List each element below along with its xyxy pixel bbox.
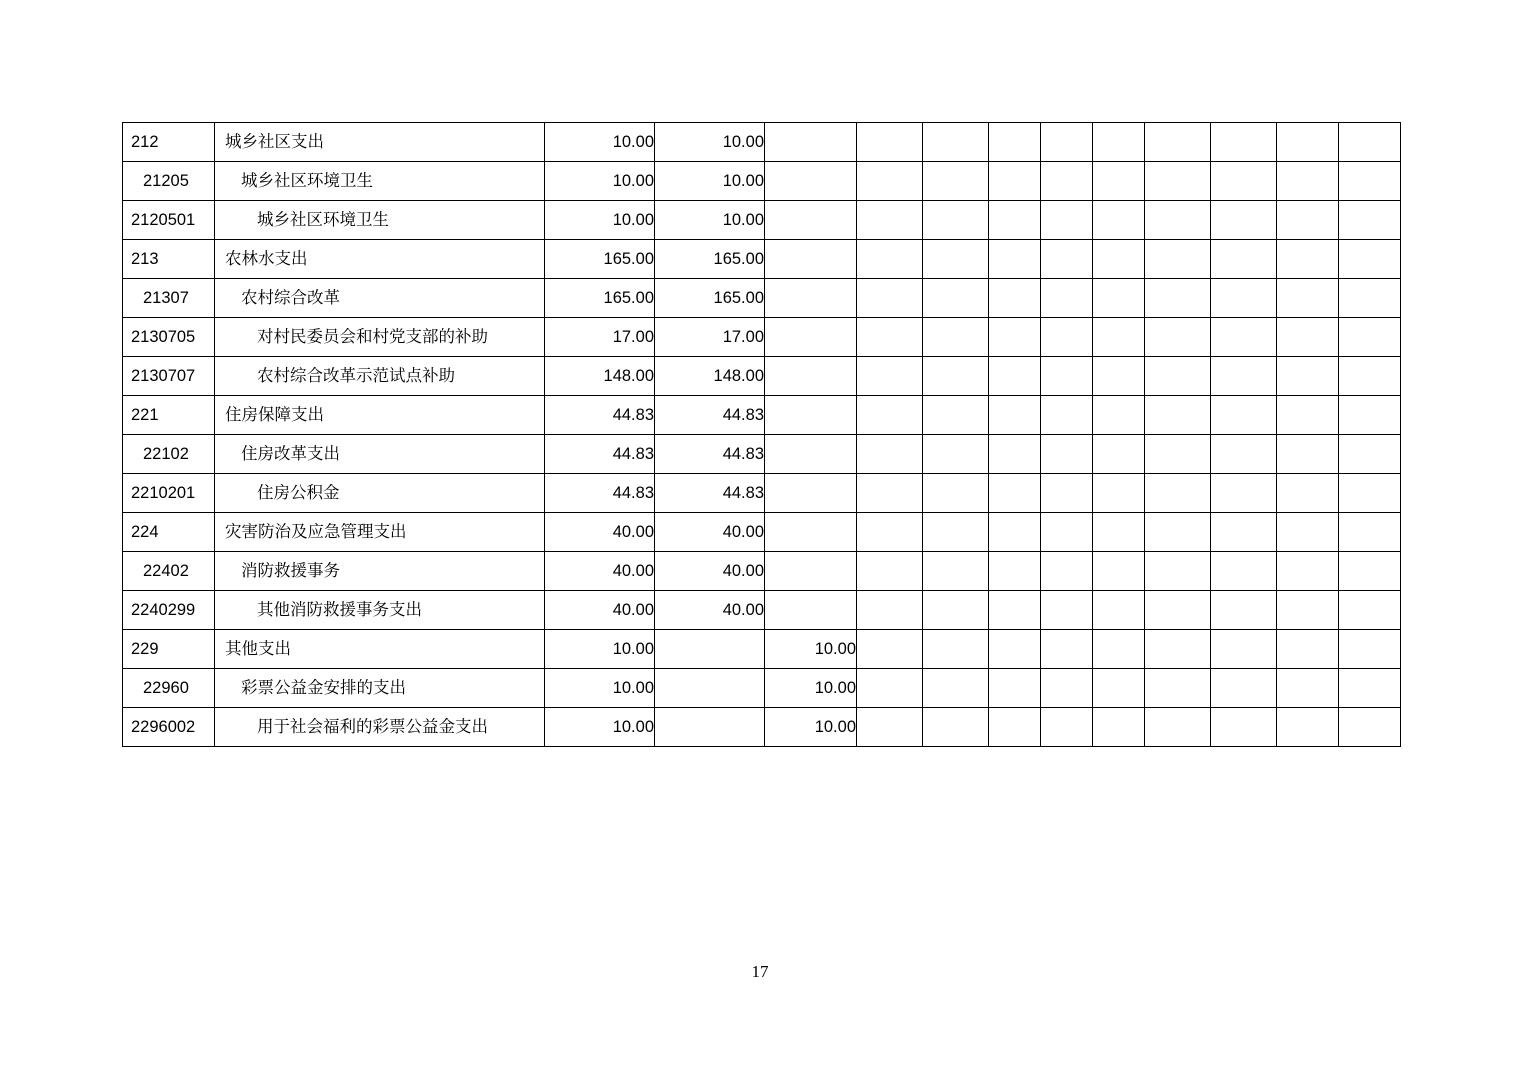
- row-value-empty: [1277, 630, 1339, 669]
- row-value-empty: [1041, 630, 1093, 669]
- row-value: 10.00: [765, 630, 857, 669]
- row-value-empty: [1145, 123, 1211, 162]
- table-row: [123, 318, 1401, 357]
- row-value-empty: [857, 279, 923, 318]
- row-value-empty: [989, 435, 1041, 474]
- row-item-name: 灾害防治及应急管理支出: [215, 513, 545, 552]
- row-value-empty: [1093, 396, 1145, 435]
- row-value-empty: [1093, 669, 1145, 708]
- row-code: 22960: [123, 669, 215, 708]
- row-value-empty: [857, 357, 923, 396]
- row-value-empty: [989, 708, 1041, 747]
- row-value-empty: [1277, 513, 1339, 552]
- table-row: [123, 162, 1401, 201]
- row-value-empty: [1339, 552, 1401, 591]
- row-value-empty: [1093, 630, 1145, 669]
- row-value: 17.00: [655, 318, 765, 357]
- row-item-name: 对村民委员会和村党支部的补助: [215, 318, 545, 357]
- row-value-empty: [857, 591, 923, 630]
- row-value-empty: [1277, 162, 1339, 201]
- row-value-empty: [765, 357, 857, 396]
- row-value-empty: [1211, 513, 1277, 552]
- row-value: 10.00: [545, 669, 655, 708]
- row-value-empty: [1277, 357, 1339, 396]
- row-value-empty: [923, 123, 989, 162]
- row-value: 44.83: [655, 474, 765, 513]
- row-value-empty: [765, 279, 857, 318]
- row-value: 44.83: [545, 396, 655, 435]
- row-value-empty: [1041, 552, 1093, 591]
- row-value-empty: [1339, 513, 1401, 552]
- row-value-empty: [857, 630, 923, 669]
- row-item-name: 农村综合改革示范试点补助: [215, 357, 545, 396]
- row-value-empty: [923, 513, 989, 552]
- row-value-empty: [765, 162, 857, 201]
- row-value-empty: [1093, 318, 1145, 357]
- row-value: 40.00: [545, 513, 655, 552]
- row-value-empty: [923, 357, 989, 396]
- table-row: [123, 279, 1401, 318]
- row-value-empty: [765, 474, 857, 513]
- row-value-empty: [655, 630, 765, 669]
- row-value: 17.00: [545, 318, 655, 357]
- budget-expenditure-table: [122, 122, 1401, 747]
- row-value-empty: [1211, 396, 1277, 435]
- row-code: 22402: [123, 552, 215, 591]
- row-item-name: 城乡社区环境卫生: [215, 162, 545, 201]
- row-code: 21307: [123, 279, 215, 318]
- row-value-empty: [989, 630, 1041, 669]
- row-value-empty: [1277, 201, 1339, 240]
- budget-table-container: [122, 122, 1400, 747]
- row-code: 229: [123, 630, 215, 669]
- row-item-name: 消防救援事务: [215, 552, 545, 591]
- row-value-empty: [765, 513, 857, 552]
- row-value-empty: [765, 591, 857, 630]
- row-value-empty: [1211, 630, 1277, 669]
- row-value-empty: [1145, 474, 1211, 513]
- row-value-empty: [923, 201, 989, 240]
- row-value-empty: [1145, 318, 1211, 357]
- row-item-name: 住房保障支出: [215, 396, 545, 435]
- row-value-empty: [1145, 630, 1211, 669]
- row-value-empty: [1277, 708, 1339, 747]
- table-row: [123, 708, 1401, 747]
- row-value-empty: [1041, 201, 1093, 240]
- row-value-empty: [989, 123, 1041, 162]
- row-value-empty: [1339, 708, 1401, 747]
- row-value-empty: [989, 552, 1041, 591]
- row-item-name: 住房改革支出: [215, 435, 545, 474]
- row-value-empty: [857, 552, 923, 591]
- row-value: 10.00: [545, 123, 655, 162]
- row-value-empty: [1211, 435, 1277, 474]
- row-value: 44.83: [545, 435, 655, 474]
- row-value-empty: [1041, 240, 1093, 279]
- table-row: [123, 396, 1401, 435]
- row-value-empty: [1339, 357, 1401, 396]
- row-value-empty: [923, 591, 989, 630]
- row-value-empty: [1041, 435, 1093, 474]
- table-row: [123, 474, 1401, 513]
- row-value-empty: [1211, 201, 1277, 240]
- row-code: 2130705: [123, 318, 215, 357]
- row-value: 10.00: [655, 162, 765, 201]
- row-value-empty: [1339, 123, 1401, 162]
- row-code: 221: [123, 396, 215, 435]
- row-value-empty: [1277, 474, 1339, 513]
- row-value-empty: [1339, 201, 1401, 240]
- row-item-name: 住房公积金: [215, 474, 545, 513]
- table-row: [123, 513, 1401, 552]
- row-value: 10.00: [545, 708, 655, 747]
- table-row: [123, 630, 1401, 669]
- row-value-empty: [989, 513, 1041, 552]
- row-value-empty: [1041, 357, 1093, 396]
- table-row: [123, 669, 1401, 708]
- row-value-empty: [989, 240, 1041, 279]
- row-value-empty: [1041, 162, 1093, 201]
- row-value-empty: [989, 318, 1041, 357]
- row-value-empty: [1211, 240, 1277, 279]
- row-value-empty: [1041, 318, 1093, 357]
- row-value-empty: [1339, 435, 1401, 474]
- row-value: 40.00: [655, 552, 765, 591]
- table-row: [123, 435, 1401, 474]
- row-value: 10.00: [655, 123, 765, 162]
- row-value-empty: [1211, 357, 1277, 396]
- row-value: 40.00: [545, 591, 655, 630]
- row-value-empty: [1093, 435, 1145, 474]
- row-value-empty: [1093, 162, 1145, 201]
- row-value-empty: [857, 396, 923, 435]
- row-value: 165.00: [545, 279, 655, 318]
- row-item-name: 其他支出: [215, 630, 545, 669]
- row-code: 2210201: [123, 474, 215, 513]
- row-code: 2130707: [123, 357, 215, 396]
- row-code: 21205: [123, 162, 215, 201]
- row-value-empty: [1277, 552, 1339, 591]
- table-row: [123, 591, 1401, 630]
- row-value: 10.00: [765, 708, 857, 747]
- row-value-empty: [765, 552, 857, 591]
- row-value-empty: [857, 201, 923, 240]
- row-value-empty: [765, 240, 857, 279]
- row-value-empty: [989, 162, 1041, 201]
- row-item-name: 城乡社区环境卫生: [215, 201, 545, 240]
- budget-table-body: [123, 123, 1401, 747]
- table-row: [123, 201, 1401, 240]
- row-code: 213: [123, 240, 215, 279]
- row-value-empty: [1041, 513, 1093, 552]
- row-value-empty: [1093, 240, 1145, 279]
- row-value-empty: [857, 474, 923, 513]
- row-value: 148.00: [655, 357, 765, 396]
- row-value-empty: [989, 201, 1041, 240]
- row-value-empty: [1211, 123, 1277, 162]
- row-code: 224: [123, 513, 215, 552]
- row-value-empty: [1145, 240, 1211, 279]
- row-value-empty: [1145, 279, 1211, 318]
- row-value-empty: [1145, 162, 1211, 201]
- row-value-empty: [1339, 318, 1401, 357]
- row-value-empty: [1041, 591, 1093, 630]
- row-value-empty: [1093, 708, 1145, 747]
- row-value-empty: [1041, 279, 1093, 318]
- row-value-empty: [1339, 630, 1401, 669]
- row-value-empty: [923, 240, 989, 279]
- row-value-empty: [1211, 552, 1277, 591]
- row-value-empty: [1145, 513, 1211, 552]
- row-value: 40.00: [655, 513, 765, 552]
- row-value-empty: [1211, 162, 1277, 201]
- row-value-empty: [989, 396, 1041, 435]
- row-value-empty: [1093, 357, 1145, 396]
- row-value-empty: [989, 669, 1041, 708]
- row-value: 40.00: [655, 591, 765, 630]
- row-value: 10.00: [765, 669, 857, 708]
- row-value-empty: [1093, 513, 1145, 552]
- row-value-empty: [765, 396, 857, 435]
- table-row: [123, 123, 1401, 162]
- row-value-empty: [1339, 240, 1401, 279]
- row-item-name: 用于社会福利的彩票公益金支出: [215, 708, 545, 747]
- row-value-empty: [923, 435, 989, 474]
- row-value: 10.00: [545, 162, 655, 201]
- row-value-empty: [1041, 123, 1093, 162]
- row-value-empty: [989, 591, 1041, 630]
- row-value-empty: [857, 669, 923, 708]
- row-value-empty: [857, 435, 923, 474]
- row-value-empty: [1211, 279, 1277, 318]
- row-value: 165.00: [655, 279, 765, 318]
- row-item-name: 彩票公益金安排的支出: [215, 669, 545, 708]
- row-value: 44.83: [655, 435, 765, 474]
- row-value-empty: [1277, 396, 1339, 435]
- row-code: 2240299: [123, 591, 215, 630]
- row-value-empty: [1041, 474, 1093, 513]
- row-value-empty: [1211, 708, 1277, 747]
- row-value-empty: [923, 162, 989, 201]
- row-value: 10.00: [545, 201, 655, 240]
- row-value-empty: [1277, 435, 1339, 474]
- row-value-empty: [1093, 123, 1145, 162]
- table-row: [123, 357, 1401, 396]
- row-value-empty: [1339, 396, 1401, 435]
- row-value-empty: [1041, 396, 1093, 435]
- row-value-empty: [857, 513, 923, 552]
- table-row: [123, 552, 1401, 591]
- row-value-empty: [765, 435, 857, 474]
- row-value-empty: [1339, 669, 1401, 708]
- row-value-empty: [923, 708, 989, 747]
- row-value-empty: [1211, 474, 1277, 513]
- row-value: 165.00: [655, 240, 765, 279]
- row-value: 10.00: [655, 201, 765, 240]
- row-value: 44.83: [545, 474, 655, 513]
- row-value-empty: [923, 669, 989, 708]
- row-value-empty: [1339, 474, 1401, 513]
- row-value-empty: [857, 123, 923, 162]
- row-value-empty: [923, 279, 989, 318]
- row-value: 148.00: [545, 357, 655, 396]
- row-value-empty: [989, 474, 1041, 513]
- row-value-empty: [1145, 201, 1211, 240]
- row-value: 10.00: [545, 630, 655, 669]
- row-value-empty: [765, 201, 857, 240]
- row-value-empty: [923, 630, 989, 669]
- row-value-empty: [1277, 123, 1339, 162]
- row-item-name: 其他消防救援事务支出: [215, 591, 545, 630]
- row-value-empty: [1093, 474, 1145, 513]
- row-value-empty: [1145, 591, 1211, 630]
- row-value-empty: [1211, 591, 1277, 630]
- row-code: 2120501: [123, 201, 215, 240]
- row-value-empty: [989, 357, 1041, 396]
- row-value-empty: [857, 240, 923, 279]
- row-value-empty: [1041, 669, 1093, 708]
- row-item-name: 农村综合改革: [215, 279, 545, 318]
- table-row: [123, 240, 1401, 279]
- row-value-empty: [1277, 669, 1339, 708]
- row-value-empty: [1277, 318, 1339, 357]
- row-value-empty: [923, 318, 989, 357]
- row-value-empty: [1339, 279, 1401, 318]
- row-value-empty: [1145, 708, 1211, 747]
- row-value-empty: [1093, 279, 1145, 318]
- row-code: 2296002: [123, 708, 215, 747]
- row-value-empty: [923, 552, 989, 591]
- row-value-empty: [1339, 162, 1401, 201]
- row-value-empty: [989, 279, 1041, 318]
- row-value-empty: [655, 708, 765, 747]
- row-code: 212: [123, 123, 215, 162]
- row-value-empty: [1145, 357, 1211, 396]
- row-value-empty: [1145, 552, 1211, 591]
- row-item-name: 城乡社区支出: [215, 123, 545, 162]
- row-value-empty: [923, 474, 989, 513]
- row-value-empty: [1211, 669, 1277, 708]
- row-value-empty: [765, 318, 857, 357]
- page-number: 17: [751, 962, 769, 981]
- row-value: 165.00: [545, 240, 655, 279]
- row-value-empty: [857, 162, 923, 201]
- row-value-empty: [857, 318, 923, 357]
- row-value-empty: [1093, 591, 1145, 630]
- row-value-empty: [1211, 318, 1277, 357]
- row-value-empty: [1041, 708, 1093, 747]
- row-value-empty: [1145, 435, 1211, 474]
- row-value-empty: [923, 396, 989, 435]
- row-value: 44.83: [655, 396, 765, 435]
- row-item-name: 农林水支出: [215, 240, 545, 279]
- row-value-empty: [1145, 669, 1211, 708]
- row-value-empty: [1277, 240, 1339, 279]
- row-value-empty: [1277, 591, 1339, 630]
- row-value: 40.00: [545, 552, 655, 591]
- row-value-empty: [1145, 396, 1211, 435]
- row-value-empty: [655, 669, 765, 708]
- row-value-empty: [765, 123, 857, 162]
- row-value-empty: [1339, 591, 1401, 630]
- row-value-empty: [1093, 201, 1145, 240]
- row-value-empty: [857, 708, 923, 747]
- row-value-empty: [1093, 552, 1145, 591]
- row-code: 22102: [123, 435, 215, 474]
- row-value-empty: [1277, 279, 1339, 318]
